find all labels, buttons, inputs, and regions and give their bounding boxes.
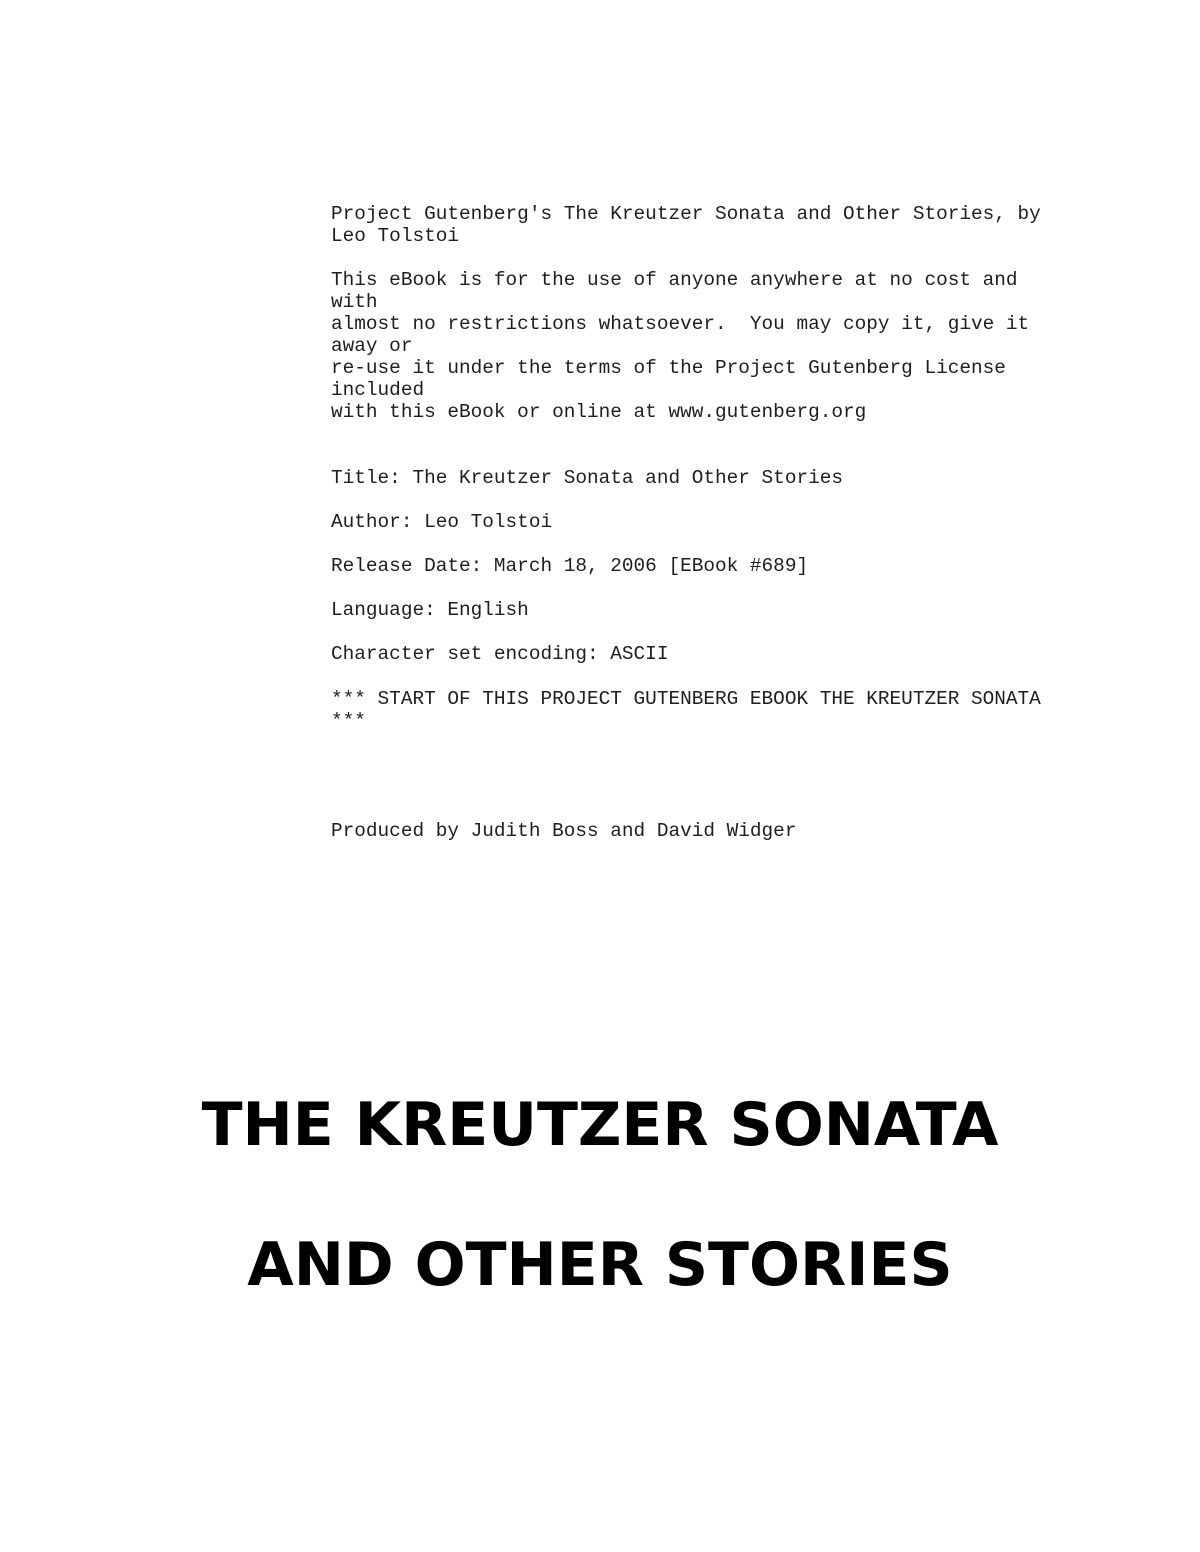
credits: Produced by Judith Boss and David Widger xyxy=(331,820,797,842)
meta-author: Author: Leo Tolstoi xyxy=(331,511,553,533)
license-line-6: included xyxy=(331,379,425,401)
header-line-2: Leo Tolstoi xyxy=(331,225,459,247)
meta-language: Language: English xyxy=(331,599,529,621)
license-line-2: with xyxy=(331,291,378,313)
meta-encoding: Character set encoding: ASCII xyxy=(331,643,669,665)
start-marker-line-1: *** START OF THIS PROJECT GUTENBERG EBOOK THE KREUTZER SONATA xyxy=(331,688,1041,710)
meta-release-date: Release Date: March 18, 2006 [EBook #689] xyxy=(331,555,809,577)
book-title-line-2: AND OTHER STORIES xyxy=(247,1230,953,1300)
header-line-1: Project Gutenberg's The Kreutzer Sonata and Other Stories, by xyxy=(331,203,1041,225)
license-line-1: This eBook is for the use of anyone anywhere at no cost and xyxy=(331,269,1018,291)
meta-title: Title: The Kreutzer Sonata and Other Stories xyxy=(331,467,843,489)
license-line-3: almost no restrictions whatsoever. You may copy it, give it xyxy=(331,313,1030,335)
license-line-7: with this eBook or online at www.gutenberg.org xyxy=(331,401,867,423)
license-line-5: re-use it under the terms of the Project Gutenberg License xyxy=(331,357,1006,379)
book-title-line-1: THE KREUTZER SONATA xyxy=(201,1090,999,1160)
start-marker-line-2: *** xyxy=(331,710,366,732)
license-line-4: away or xyxy=(331,335,413,357)
